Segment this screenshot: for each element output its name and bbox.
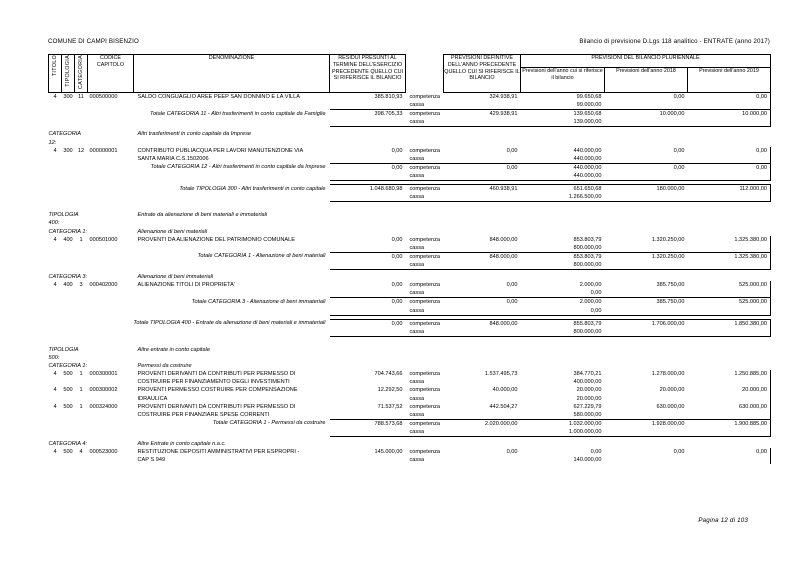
cell-anno-corrente: 2.000,00 0,00: [579, 282, 602, 297]
total-anno-2019: 1.850.380,00: [688, 319, 771, 336]
cell-previsioni-definitive: 40.000,00: [492, 387, 518, 394]
cell-residui: 385.810,93: [374, 94, 403, 100]
cell-anno-2018: 1.320.250,00: [651, 236, 685, 243]
section-empty: [330, 362, 406, 370]
budget-table: [48, 54, 771, 464]
col-header-titolo: TITOLO: [49, 55, 62, 93]
section-row: [49, 130, 771, 146]
section-empty: [688, 228, 771, 236]
section-empty: [521, 130, 605, 146]
cell-residui: 0,00: [391, 282, 403, 289]
total-anno-corrente: 1.032.000,00 1.000.000,00: [521, 419, 605, 436]
col-header-previsioni-definitive: PREVISIONI DEFINITIVE DELL'ANNO PRECEDENTE QUELLO CUI SI RIFERISCE IL BILANCIO: [444, 55, 521, 93]
cell-denominazione: PROVENTI DERIVANTI DA CONTRIBUTI PER PERMESSO DI COSTRUIRE PER FINANZIAMENTO DEGLI INVESTIMENTI: [137, 371, 296, 386]
cell-previsioni-definitive: 848.000,00: [489, 236, 518, 243]
total-residui: 0,00: [330, 298, 406, 315]
section-empty: [605, 362, 688, 370]
section-empty: [330, 228, 406, 236]
document-header: [48, 38, 770, 48]
cell-denominazione: PROVENTI DA ALIENAZIONE DEL PATRIMONIO COMUNALE: [137, 236, 295, 243]
total-anno-2019: 525.000,00: [688, 298, 771, 315]
section-empty: [688, 130, 771, 146]
cell-competenza-cassa-label: competenza cassa: [409, 387, 440, 402]
cell-residui: 12.292,50: [377, 387, 403, 394]
cell-anno-2019: 525.000,00: [688, 281, 771, 298]
section-label: CATEGORIA 3:: [48, 274, 88, 281]
cell-anno-corrente: 384.770,21 400.000,00: [573, 371, 602, 386]
cell-anno-2018: 1.278.000,00: [651, 371, 685, 378]
total-residui: 0,00: [330, 319, 406, 336]
col-header-anno-corrente: Previsioni dell'anno cui si riferisce il bilancio: [521, 68, 605, 93]
cell-anno-2019: 0,00: [688, 93, 771, 110]
cell-anno-2019: 630.000,00: [688, 403, 771, 420]
section-empty: [406, 130, 444, 146]
cell-codice-capitolo: 000501000: [89, 236, 118, 243]
section-empty: [444, 440, 521, 448]
total-previsioni-definitive: 429.938,91: [444, 110, 521, 127]
section-empty: [605, 440, 688, 448]
section-empty: [330, 346, 406, 362]
total-competenza-cassa-label: competenza cassa: [406, 252, 444, 269]
section-empty: [521, 440, 605, 448]
total-row: [49, 419, 771, 436]
total-previsioni-definitive: 848.000,00: [444, 319, 521, 336]
cell-anno-corrente: 99.650,68 99.000,00: [576, 94, 602, 109]
total-anno-corrente: 855.803,79 800.000,00: [521, 319, 605, 336]
cell-previsioni-definitive: 0,00: [506, 147, 518, 154]
section-empty: [330, 440, 406, 448]
cell-denominazione: SALDO CONGUAGLIO AREE PEEP SAN DONNINO E LA VILLA: [137, 94, 300, 100]
cell-anno-2018: 20.000,00: [659, 387, 685, 394]
page-footer: Pagina 12 di 103: [698, 517, 748, 524]
cell-titolo: 4: [53, 282, 57, 289]
total-competenza-cassa-label: competenza cassa: [406, 298, 444, 315]
cell-codice-capitolo: 000000001: [89, 147, 118, 154]
total-row: [49, 185, 771, 202]
cell-tipologia: 500: [63, 403, 73, 410]
section-empty: [330, 211, 406, 227]
section-empty: [688, 211, 771, 227]
total-label: Totale CATEGORIA 12 - Altri trasferimenti in conto capitale da Imprese: [150, 164, 326, 171]
section-description: Alienazione di beni immateriali: [137, 274, 214, 281]
table-row: [49, 147, 771, 164]
header-document-title: Bilancio di previsione D.Lgs 118 analitico - ENTRATE (anno 2017): [579, 38, 770, 45]
cell-denominazione: PROVENTI DERIVANTI DA CONTRIBUTI PER PERMESSO DI COSTRUIRE PER FINANZIARE SPESE CORRENTI: [137, 403, 296, 418]
section-empty: [406, 440, 444, 448]
section-empty: [521, 228, 605, 236]
total-competenza-cassa-label: competenza cassa: [406, 185, 444, 202]
section-label: CATEGORIA 1:: [48, 228, 88, 235]
section-blank: [88, 346, 134, 362]
table-row: [49, 448, 771, 464]
cell-codice-capitolo: 000324000: [89, 403, 118, 410]
total-label: Totale TIPOLOGIA 400 - Entrate da alienazione di beni materiali e immateriali: [133, 320, 326, 327]
section-label: TIPOLOGIA 500:: [48, 346, 79, 361]
total-residui: 398.705,33: [330, 110, 406, 127]
cell-anno-corrente: 440.000,00 440.000,00: [573, 147, 602, 162]
section-empty: [444, 130, 521, 146]
section-description: Altre entrate in conto capitale: [137, 346, 210, 353]
total-anno-corrente: 2.000,00 0,00: [521, 298, 605, 315]
section-row: [49, 211, 771, 227]
cell-categoria: 12: [77, 147, 85, 154]
section-empty: [688, 440, 771, 448]
section-blank: [88, 228, 134, 236]
section-blank: [88, 440, 134, 448]
cell-categoria: 11: [78, 94, 84, 100]
col-header-pluriennale: PREVISIONI DEL BILANCIO PLURIENNALE: [521, 55, 771, 68]
cell-categoria: 1: [79, 387, 83, 394]
section-empty: [444, 211, 521, 227]
total-anno-2019: 0,00: [688, 163, 771, 180]
table-row: [49, 386, 771, 402]
cell-residui: 145.000,00: [374, 449, 403, 456]
cell-tipologia: 300: [63, 147, 73, 154]
total-previsioni-definitive: 0,00: [444, 298, 521, 315]
total-anno-2019: 1.900.885,00: [688, 419, 771, 436]
cell-titolo: 4: [53, 449, 57, 456]
total-anno-2018: 1.320.250,00: [605, 252, 688, 269]
cell-codice-capitolo: 000523000: [89, 449, 118, 456]
section-empty: [688, 362, 771, 370]
total-competenza-cassa-label: competenza cassa: [406, 110, 444, 127]
cell-tipologia: 500: [63, 387, 73, 394]
total-row: [49, 319, 771, 336]
total-residui: 1.048.680,98: [330, 185, 406, 202]
cell-tipologia: 400: [63, 236, 73, 243]
section-blank: [88, 362, 134, 370]
cell-denominazione: RESTITUZIONE DEPOSITI AMMINISTRATIVI PER ESPROPRI - CAP S 949: [137, 449, 300, 464]
total-label: Totale TIPOLOGIA 300 - Altri trasferimenti in conto capitale: [179, 185, 326, 192]
section-row: [49, 440, 771, 448]
cell-previsioni-definitive: 442.504,27: [489, 403, 518, 410]
cell-previsioni-definitive: 324.938,91: [489, 94, 518, 100]
section-empty: [521, 211, 605, 227]
table-row: [49, 281, 771, 298]
section-description: Permessi da costruire: [137, 363, 192, 370]
cell-anno-corrente: 853.803,79 800.000,00: [573, 236, 602, 251]
total-previsioni-definitive: 2.020.000,00: [444, 419, 521, 436]
cell-categoria: 3: [79, 282, 83, 289]
cell-competenza-cassa-label: competenza cassa: [409, 449, 440, 464]
total-label: Totale CATEGORIA 1 - Permessi da costruire: [212, 420, 326, 427]
table-body: [49, 93, 771, 465]
cell-anno-2019: 1.250.885,00: [688, 370, 771, 386]
section-empty: [521, 273, 605, 281]
cell-previsioni-definitive: 0,00: [506, 282, 518, 289]
total-row: [49, 163, 771, 180]
cell-anno-2018: 0,00: [673, 147, 685, 154]
cell-anno-2018: 385.750,00: [656, 282, 685, 289]
section-empty: [406, 228, 444, 236]
section-empty: [605, 228, 688, 236]
cell-anno-corrente: 627.229,79 580.000,00: [573, 403, 602, 418]
section-row: [49, 273, 771, 281]
total-anno-2019: 10.000,00: [688, 110, 771, 127]
cell-competenza-cassa-label: competenza cassa: [409, 93, 440, 108]
cell-tipologia: 500: [63, 449, 73, 456]
section-empty: [521, 362, 605, 370]
col-header-codice-capitolo: CODICE CAPITOLO: [88, 55, 134, 93]
cell-tipologia: 500: [63, 371, 73, 378]
cell-titolo: 4: [53, 371, 57, 378]
section-empty: [406, 346, 444, 362]
section-label: CATEGORIA 1:: [48, 363, 88, 370]
section-label: CATEGORIA 12:: [48, 131, 81, 146]
section-empty: [605, 346, 688, 362]
cell-anno-2018: 0,00: [673, 449, 685, 456]
total-anno-2018: 10.000,00: [605, 110, 688, 127]
col-header-residui: RESIDUI PRESUNTI AL TERMINE DELL'ESERCIZIO PRECEDENTE QUELLO CUI SI RIFERISCE IL BILANCIO: [330, 55, 406, 93]
section-empty: [444, 273, 521, 281]
total-residui: 0,00: [330, 252, 406, 269]
section-description: Altri trasferimenti in conto capitale da Imprese: [137, 131, 251, 138]
cell-codice-capitolo: 000300001: [89, 371, 118, 378]
section-blank: [88, 211, 134, 227]
total-label: Totale CATEGORIA 3 - Alienazione di beni immateriali: [191, 298, 326, 305]
total-anno-corrente: 440.000,00 440.000,00: [521, 163, 605, 180]
section-empty: [521, 346, 605, 362]
total-previsioni-definitive: 460.938,91: [444, 185, 521, 202]
section-empty: [444, 228, 521, 236]
section-empty: [688, 273, 771, 281]
section-empty: [688, 346, 771, 362]
total-anno-2018: 1.928.000,00: [605, 419, 688, 436]
cell-competenza-cassa-label: competenza cassa: [409, 282, 440, 297]
total-competenza-cassa-label: competenza cassa: [406, 419, 444, 436]
cell-competenza-cassa-label: competenza cassa: [409, 403, 440, 418]
total-row: [49, 110, 771, 127]
section-empty: [605, 273, 688, 281]
table-header: [49, 55, 771, 93]
col-header-tipologia: TIPOLOGIA: [62, 55, 75, 93]
header-municipality: COMUNE DI CAMPI BISENZIO: [48, 38, 139, 45]
total-anno-2019: 112.000,00: [688, 185, 771, 202]
total-anno-corrente: 139.650,68 139.000,00: [521, 110, 605, 127]
section-empty: [330, 273, 406, 281]
table-row: [49, 370, 771, 386]
section-row: [49, 228, 771, 236]
cell-categoria: 4: [79, 449, 83, 456]
cell-residui: 704.743,66: [374, 371, 403, 378]
cell-anno-2019: 1.325.380,00: [688, 236, 771, 253]
section-empty: [444, 362, 521, 370]
cell-titolo: 4: [53, 94, 57, 100]
cell-tipologia: 400: [63, 282, 73, 289]
section-empty: [605, 130, 688, 146]
cell-codice-capitolo: 000500000: [89, 94, 118, 100]
col-header-anno-2018: Previsioni dell'anno 2018: [605, 68, 688, 93]
col-header-categoria: CATEGORIA: [75, 55, 88, 93]
cell-anno-2019: 20.000,00: [688, 386, 771, 402]
total-previsioni-definitive: 848.000,00: [444, 252, 521, 269]
section-empty: [330, 130, 406, 146]
col-header-anno-2019: Previsioni dell'anno 2019: [688, 68, 771, 93]
cell-denominazione: CONTRIBUTO PUBLIACQUA PER LAVORI MANUTENZIONE VIA SANTA MARIA C.S.1502006: [137, 147, 304, 162]
cell-tipologia: 300: [63, 94, 73, 100]
cell-categoria: 1: [79, 403, 83, 410]
cell-competenza-cassa-label: competenza cassa: [409, 236, 440, 251]
total-anno-2019: 1.325.380,00: [688, 252, 771, 269]
cell-competenza-cassa-label: competenza cassa: [409, 371, 440, 386]
cell-anno-2018: 630.000,00: [656, 403, 685, 410]
table-row: [49, 236, 771, 253]
total-competenza-cassa-label: competenza cassa: [406, 319, 444, 336]
section-empty: [605, 211, 688, 227]
cell-anno-2019: 0,00: [688, 147, 771, 164]
cell-codice-capitolo: 000402000: [89, 282, 118, 289]
section-empty: [444, 346, 521, 362]
section-label: TIPOLOGIA 400:: [48, 212, 79, 227]
cell-titolo: 4: [53, 387, 57, 394]
total-anno-corrente: 651.650,68 1.266.500,00: [521, 185, 605, 202]
cell-previsioni-definitive: 0,00: [506, 449, 518, 456]
section-description: Entrate da alienazione di beni materiali e immateriali: [137, 212, 268, 219]
cell-titolo: 4: [53, 236, 57, 243]
table-row: [49, 93, 771, 110]
cell-anno-2019: 0,00: [688, 448, 771, 464]
total-anno-2018: 0,00: [605, 163, 688, 180]
section-row: [49, 362, 771, 370]
cell-titolo: 4: [53, 403, 57, 410]
table-row: [49, 403, 771, 420]
total-anno-corrente: 853.803,79 800.000,00: [521, 252, 605, 269]
total-previsioni-definitive: 0,00: [444, 163, 521, 180]
section-blank: [88, 130, 134, 146]
section-empty: [406, 362, 444, 370]
cell-anno-corrente: 20.000,00 20.000,00: [576, 387, 602, 402]
cell-residui: 0,00: [391, 147, 403, 154]
cell-previsioni-definitive: 1.537.495,73: [484, 371, 518, 378]
cell-codice-capitolo: 000300002: [89, 387, 118, 394]
section-empty: [406, 211, 444, 227]
total-label: Totale CATEGORIA 1 - Alienazione di beni materiali: [197, 253, 326, 260]
total-anno-2018: 1.706.000,00: [605, 319, 688, 336]
total-row: [49, 298, 771, 315]
cell-residui: 71.537,52: [377, 403, 403, 410]
total-row: [49, 252, 771, 269]
section-empty: [406, 273, 444, 281]
cell-titolo: 4: [53, 147, 57, 154]
total-residui: 0,00: [330, 163, 406, 180]
total-label: Totale CATEGORIA 11 - Altri trasferimenti in conto capitale da Famiglie: [150, 110, 326, 117]
col-header-denominazione: DENOMINAZIONE: [134, 55, 330, 93]
section-description: Alienazione di beni materiali: [137, 228, 208, 235]
col-header-spacer: [406, 55, 444, 93]
total-anno-2018: 385.750,00: [605, 298, 688, 315]
cell-categoria: 1: [79, 236, 83, 243]
cell-anno-corrente: 0,00 140.000,00: [573, 449, 602, 464]
cell-residui: 0,00: [391, 236, 403, 243]
cell-categoria: 1: [79, 371, 83, 378]
section-label: CATEGORIA 4:: [48, 441, 88, 448]
total-competenza-cassa-label: competenza cassa: [406, 163, 444, 180]
cell-denominazione: PROVENTI PERMESSO COSTRUIRE PER COMPENSAZIONE IDRAULICA: [137, 387, 298, 402]
section-description: Altre Entrate in conto capitale n.a.c.: [137, 441, 226, 448]
cell-denominazione: ALIENAZIONE TITOLI DI PROPRIETA': [137, 282, 235, 289]
total-residui: 788.573,68: [330, 419, 406, 436]
cell-anno-2018: 0,00: [673, 94, 685, 100]
section-row: [49, 346, 771, 362]
total-anno-2018: 180.000,00: [605, 185, 688, 202]
section-blank: [88, 273, 134, 281]
cell-competenza-cassa-label: competenza cassa: [409, 147, 440, 162]
